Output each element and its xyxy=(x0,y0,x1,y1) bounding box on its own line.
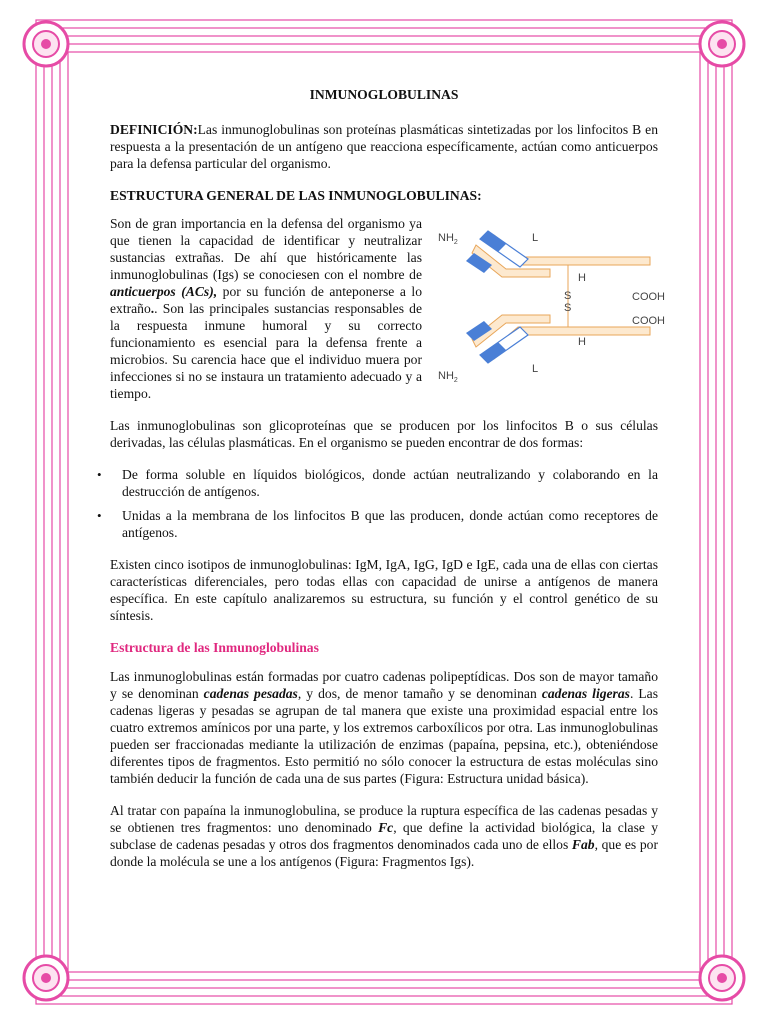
corner-ornament-bottom-right-icon xyxy=(700,956,744,1000)
l-top-label: L xyxy=(532,232,539,244)
nh2-bottom-label: $NH_2$ xyxy=(438,370,458,384)
list-item: • De forma soluble en líquidos biológicos, donde actúan neutralizando y colaborando en la destrucción de antígenos. xyxy=(110,466,658,500)
document-body xyxy=(110,86,665,870)
corner-ornament-bottom-left-icon xyxy=(24,956,68,1000)
l-bottom-label: L xyxy=(532,363,539,375)
light-chains-term: cadenas ligeras xyxy=(541,686,630,701)
papain-text-3: , que es por donde la molécula se une a los antígenos (Figura: Fragmentos Igs). xyxy=(110,837,658,869)
intro-paragraph: Son de gran importancia en la defensa del organismo ya que tienen la capacidad de identificar y neutralizar sustancias extrañas. De ahí que históricamente las inmunoglobulinas (Igs) se conociesen con el nombre de anticuerpos (ACs), por su función de anteponerse a lo extraño.. Son las principales sustancias responsables de la respuesta inmune humoral y su correcto funcionamiento es esencial para la defensa frente a microbios. Su carencia hace que el individuo muera por infecciones si no se instaura un tratamiento adecuado y a tiempo. xyxy=(110,216,422,401)
glycoprotein-paragraph: Las inmunoglobulinas son glicoproteínas que se producen por los linfocitos B o sus células derivadas, las células plasmáticas. En el organismo se pueden encontrar de dos formas: xyxy=(110,418,658,450)
chains-text-1: Las inmunoglobulinas están formadas por cuatro cadenas polipeptídicas. Dos son de mayor tamaño y se denominan xyxy=(110,669,658,701)
definition-text: Las inmunoglobulinas son proteínas plasmáticas sintetizadas por los linfocitos B en respuesta a la presentación de un antígeno que reacciona específicamente, actúan como anticuerpos para la defensa particular del organismo. xyxy=(110,122,658,171)
intro-with-figure xyxy=(110,215,665,402)
chains-text-3: . Las cadenas ligeras y pesadas se agrupan de tal manera que existe una proximidad espacial entre los cuatro extremos amínicos por una parte, y los extremos carboxílicos por otra. Las inmunoglobulinas pueden ser fraccionadas mediante la utilización de enzimas (papaína, pepsina, etc.), obteniéndose diferentes tipos de fragmentos. Esto permitió no sólo conocer la estructura de estas moléculas sino también deducir la función de cada una de sus partes (Figura: Estructura unidad básica). xyxy=(110,686,659,786)
fab-term: Fab xyxy=(571,837,595,852)
s-label-2: S xyxy=(564,302,572,314)
intro-text-2: por su función de anteponerse a lo extraño xyxy=(110,284,422,316)
cooh-bottom-label: COOH xyxy=(632,315,665,327)
forms-list xyxy=(110,466,658,541)
s-label-1: S xyxy=(564,290,572,302)
chains-text-2: , y dos, de menor tamaño y se denominan xyxy=(297,686,542,701)
structure-heading: ESTRUCTURA GENERAL DE LAS INMUNOGLOBULINAS: xyxy=(110,188,482,203)
heavy-chains-term: cadenas pesadas xyxy=(203,686,298,701)
cooh-top-label: COOH xyxy=(632,291,665,303)
h-bottom-label: H xyxy=(578,336,586,348)
papain-paragraph xyxy=(110,802,658,870)
antibody-structure-diagram xyxy=(436,219,665,387)
corner-ornament-top-left-icon xyxy=(24,22,68,66)
papain-text-1: Al tratar con papaína la inmunoglobulina, se produce la ruptura específica de las cadenas pesadas y se obtienen tres fragmentos: uno denominado xyxy=(110,803,658,835)
corner-ornament-top-right-icon xyxy=(700,22,744,66)
fc-term: Fc xyxy=(378,820,394,835)
intro-anticuerpos: anticuerpos (ACs), xyxy=(110,284,218,299)
page-title: INMUNOGLOBULINAS xyxy=(309,87,459,102)
intro-text-1: Son de gran importancia en la defensa del organismo ya que tienen la capacidad de identificar y neutralizar sustancias extrañas. De ahí que históricamente las inmunoglobulinas (Igs) se conociesen con el nombre de xyxy=(110,216,422,282)
intro-text-3: . Son las principales sustancias responsables de la respuesta inmune humoral y su correcto funcionamiento es esencial para la defensa frente a microbios. Su carencia hace que el individuo muera por infecciones si no se instaura un tratamiento adecuado y a tiempo. xyxy=(110,301,422,401)
h-top-label: H xyxy=(578,272,586,284)
list-item: • Unidas a la membrana de los linfocitos B que las producen, donde actúan como receptores de antígenos. xyxy=(110,507,658,541)
chains-paragraph xyxy=(110,668,658,787)
isotypes-paragraph: Existen cinco isotipos de inmunoglobulinas: IgM, IgA, IgG, IgD e IgE, cada una de ellas con ciertas características diferenciales, pero todas ellas con capacidad de unirse a antígenos de manera específica. En este capítulo analizaremos su estructura, su función y el control genético de su síntesis. xyxy=(110,557,658,623)
nh2-top-label: $NH_2$ xyxy=(438,232,458,246)
definition-label: DEFINICIÓN: xyxy=(110,122,198,137)
definition-paragraph xyxy=(110,121,658,172)
subheading-structure: Estructura de las Inmunoglobulinas xyxy=(110,640,319,655)
papain-text-2: , que define la actividad biológica, la clase y subclase de cadenas pesadas y otros dos fragmentos denominados cada uno de ellos xyxy=(110,820,658,852)
